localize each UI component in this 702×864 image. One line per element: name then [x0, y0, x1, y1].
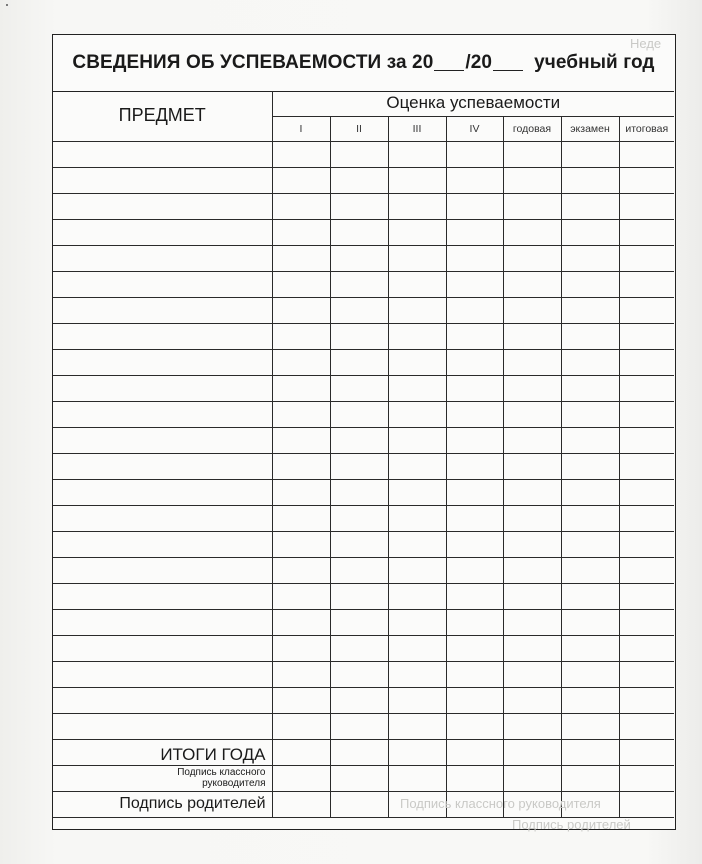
- grade-cell[interactable]: [330, 375, 388, 401]
- grade-cell[interactable]: [619, 245, 674, 271]
- signature-cell[interactable]: [272, 765, 330, 791]
- grade-cell[interactable]: [388, 219, 446, 245]
- grade-cell[interactable]: [388, 661, 446, 687]
- grade-cell[interactable]: [388, 453, 446, 479]
- subject-row: [53, 661, 674, 687]
- grade-cell[interactable]: [503, 505, 561, 531]
- grade-cell[interactable]: [446, 713, 503, 739]
- subject-row: [53, 349, 674, 375]
- grade-cell[interactable]: [503, 609, 561, 635]
- grade-cell[interactable]: [503, 739, 561, 765]
- year-start-blank[interactable]: [434, 56, 464, 71]
- subject-cell[interactable]: [53, 583, 272, 609]
- grade-cell[interactable]: [503, 531, 561, 557]
- grade-cell[interactable]: [272, 219, 330, 245]
- grade-cell[interactable]: [561, 375, 619, 401]
- grade-cell[interactable]: [619, 427, 674, 453]
- bleed-through-text: Подпись классного руководителя: [400, 796, 601, 811]
- signature-cell[interactable]: [503, 765, 561, 791]
- grade-cell[interactable]: [561, 271, 619, 297]
- grade-cell[interactable]: [446, 635, 503, 661]
- subject-cell[interactable]: [53, 687, 272, 713]
- grade-cell[interactable]: [330, 583, 388, 609]
- signature-cell[interactable]: [330, 791, 388, 817]
- grade-cell[interactable]: [446, 427, 503, 453]
- grade-cell[interactable]: [446, 505, 503, 531]
- subject-cell[interactable]: [53, 453, 272, 479]
- grades-body: [53, 141, 674, 739]
- bleed-through-text: Неде: [630, 36, 662, 51]
- subject-row: [53, 219, 674, 245]
- signature-cell[interactable]: [446, 765, 503, 791]
- grade-cell[interactable]: [619, 349, 674, 375]
- grade-cell[interactable]: [330, 609, 388, 635]
- column-header: годовая: [503, 116, 561, 141]
- grade-cell[interactable]: [272, 739, 330, 765]
- grade-cell[interactable]: [446, 167, 503, 193]
- grade-cell[interactable]: [446, 531, 503, 557]
- grade-cell[interactable]: [388, 479, 446, 505]
- grade-cell[interactable]: [561, 323, 619, 349]
- grade-cell[interactable]: [619, 635, 674, 661]
- grade-cell[interactable]: [446, 349, 503, 375]
- subject-cell[interactable]: [53, 635, 272, 661]
- grade-cell[interactable]: [330, 635, 388, 661]
- column-header: итоговая: [619, 116, 674, 141]
- grade-cell[interactable]: [503, 193, 561, 219]
- column-header: экзамен: [561, 116, 619, 141]
- grade-cell[interactable]: [619, 401, 674, 427]
- subject-header: ПРЕДМЕТ: [53, 91, 272, 141]
- title-suffix: учебный год: [534, 52, 655, 73]
- subject-cell[interactable]: [53, 557, 272, 583]
- subject-row: [53, 401, 674, 427]
- grade-cell[interactable]: [272, 661, 330, 687]
- grade-cell[interactable]: [503, 635, 561, 661]
- grade-cell[interactable]: [561, 505, 619, 531]
- grade-cell[interactable]: [330, 141, 388, 167]
- grade-cell[interactable]: [330, 193, 388, 219]
- grade-cell[interactable]: [446, 219, 503, 245]
- subject-cell[interactable]: [53, 401, 272, 427]
- grades-table: [53, 91, 674, 818]
- grade-cell[interactable]: [330, 479, 388, 505]
- signature-cell[interactable]: [330, 765, 388, 791]
- subject-cell[interactable]: [53, 323, 272, 349]
- grade-cell[interactable]: [446, 375, 503, 401]
- grade-cell[interactable]: [561, 219, 619, 245]
- subject-cell[interactable]: [53, 479, 272, 505]
- subject-row: [53, 323, 674, 349]
- subject-cell[interactable]: [53, 219, 272, 245]
- grade-cell[interactable]: [619, 713, 674, 739]
- grade-cell[interactable]: [330, 323, 388, 349]
- grade-cell[interactable]: [272, 531, 330, 557]
- grade-cell[interactable]: [446, 661, 503, 687]
- subject-row: [53, 193, 674, 219]
- subject-row: [53, 141, 674, 167]
- grade-cell[interactable]: [388, 609, 446, 635]
- grade-cell[interactable]: [561, 297, 619, 323]
- column-header: III: [388, 116, 446, 141]
- subject-cell[interactable]: [53, 505, 272, 531]
- grade-cell[interactable]: [388, 245, 446, 271]
- subject-cell[interactable]: [53, 531, 272, 557]
- subject-row: [53, 297, 674, 323]
- grade-cell[interactable]: [388, 687, 446, 713]
- parent-signature-label: Подпись родителей: [53, 791, 272, 817]
- grade-cell[interactable]: [330, 245, 388, 271]
- grade-cell[interactable]: [388, 401, 446, 427]
- grade-cell[interactable]: [503, 271, 561, 297]
- grade-cell[interactable]: [503, 557, 561, 583]
- grade-cell[interactable]: [330, 167, 388, 193]
- subject-row: [53, 375, 674, 401]
- grade-cell[interactable]: [503, 713, 561, 739]
- grade-cell[interactable]: [446, 609, 503, 635]
- grade-cell[interactable]: [330, 713, 388, 739]
- subject-row: [53, 167, 674, 193]
- grade-cell[interactable]: [446, 323, 503, 349]
- grade-cell[interactable]: [330, 427, 388, 453]
- grade-cell[interactable]: [503, 141, 561, 167]
- signature-cell[interactable]: [561, 765, 619, 791]
- paper-speck: [6, 4, 8, 6]
- grade-cell[interactable]: [619, 141, 674, 167]
- grade-cell[interactable]: [503, 453, 561, 479]
- grade-cell[interactable]: [561, 479, 619, 505]
- subject-row: [53, 271, 674, 297]
- grade-cell[interactable]: [561, 167, 619, 193]
- grade-cell[interactable]: [619, 609, 674, 635]
- grade-cell[interactable]: [446, 193, 503, 219]
- grade-cell[interactable]: [330, 531, 388, 557]
- grade-cell[interactable]: [388, 531, 446, 557]
- grade-cell[interactable]: [619, 167, 674, 193]
- grade-cell[interactable]: [503, 687, 561, 713]
- subject-row: [53, 245, 674, 271]
- year-end-blank[interactable]: [493, 56, 523, 71]
- grade-cell[interactable]: [330, 453, 388, 479]
- grade-cell[interactable]: [619, 739, 674, 765]
- grade-cell[interactable]: [561, 193, 619, 219]
- grade-cell[interactable]: [388, 271, 446, 297]
- grade-cell[interactable]: [388, 141, 446, 167]
- grade-cell[interactable]: [619, 453, 674, 479]
- grade-cell[interactable]: [272, 323, 330, 349]
- subject-cell[interactable]: [53, 713, 272, 739]
- grade-cell[interactable]: [272, 245, 330, 271]
- teacher-signature-label: [53, 765, 272, 791]
- grade-cell[interactable]: [503, 479, 561, 505]
- grade-cell[interactable]: [446, 245, 503, 271]
- grade-cell[interactable]: [619, 479, 674, 505]
- grade-cell[interactable]: [561, 713, 619, 739]
- grade-cell[interactable]: [503, 323, 561, 349]
- grade-cell[interactable]: [561, 453, 619, 479]
- grade-cell[interactable]: [503, 661, 561, 687]
- grade-cell[interactable]: [388, 739, 446, 765]
- subject-cell[interactable]: [53, 193, 272, 219]
- grade-cell[interactable]: [272, 401, 330, 427]
- grade-cell[interactable]: [272, 427, 330, 453]
- subject-row: [53, 427, 674, 453]
- form-title: [53, 35, 674, 92]
- grade-cell[interactable]: [272, 635, 330, 661]
- grade-cell[interactable]: [503, 375, 561, 401]
- grade-cell[interactable]: [330, 349, 388, 375]
- grade-cell[interactable]: [619, 557, 674, 583]
- title-prefix: СВЕДЕНИЯ ОБ УСПЕВАЕМОСТИ за 20: [72, 52, 434, 73]
- grade-cell[interactable]: [503, 297, 561, 323]
- grade-cell[interactable]: [272, 687, 330, 713]
- grade-cell[interactable]: [446, 141, 503, 167]
- subject-cell[interactable]: [53, 245, 272, 271]
- grade-cell[interactable]: [561, 531, 619, 557]
- grade-cell[interactable]: [388, 505, 446, 531]
- grade-cell[interactable]: [561, 687, 619, 713]
- grade-cell[interactable]: [272, 349, 330, 375]
- grade-cell[interactable]: [619, 375, 674, 401]
- signature-cell[interactable]: [619, 765, 674, 791]
- grade-cell[interactable]: [330, 557, 388, 583]
- grade-cell[interactable]: [272, 453, 330, 479]
- subject-cell[interactable]: [53, 661, 272, 687]
- grade-cell[interactable]: [388, 635, 446, 661]
- teacher-signature-row: [53, 765, 674, 791]
- subject-row: [53, 583, 674, 609]
- grade-cell[interactable]: [619, 687, 674, 713]
- grade-cell[interactable]: [561, 583, 619, 609]
- grade-cell[interactable]: [503, 401, 561, 427]
- grade-cell[interactable]: [272, 193, 330, 219]
- grade-cell[interactable]: [619, 583, 674, 609]
- grade-cell[interactable]: [388, 167, 446, 193]
- grade-cell[interactable]: [272, 505, 330, 531]
- grade-cell[interactable]: [503, 245, 561, 271]
- subject-cell[interactable]: [53, 427, 272, 453]
- grade-cell[interactable]: [619, 323, 674, 349]
- grade-cell[interactable]: [446, 479, 503, 505]
- signature-cell[interactable]: [619, 791, 674, 817]
- grade-cell[interactable]: [619, 219, 674, 245]
- grade-cell[interactable]: [503, 427, 561, 453]
- grade-cell[interactable]: [446, 297, 503, 323]
- grade-cell[interactable]: [561, 635, 619, 661]
- grade-cell[interactable]: [446, 271, 503, 297]
- grade-cell[interactable]: [272, 271, 330, 297]
- grade-cell[interactable]: [446, 687, 503, 713]
- grade-cell[interactable]: [446, 401, 503, 427]
- grade-cell[interactable]: [272, 583, 330, 609]
- grades-form: [52, 34, 676, 830]
- grade-cell[interactable]: [272, 297, 330, 323]
- grade-cell[interactable]: [272, 479, 330, 505]
- grade-cell[interactable]: [619, 193, 674, 219]
- grade-cell[interactable]: [272, 375, 330, 401]
- subject-row: [53, 687, 674, 713]
- grade-cell[interactable]: [388, 349, 446, 375]
- grade-cell[interactable]: [561, 141, 619, 167]
- grade-cell[interactable]: [272, 609, 330, 635]
- subject-cell[interactable]: [53, 297, 272, 323]
- grade-cell[interactable]: [388, 323, 446, 349]
- grade-cell[interactable]: [561, 661, 619, 687]
- grade-cell[interactable]: [272, 167, 330, 193]
- grade-cell[interactable]: [388, 375, 446, 401]
- grade-cell[interactable]: [388, 427, 446, 453]
- grade-cell[interactable]: [503, 167, 561, 193]
- subject-row: [53, 505, 674, 531]
- subject-row: [53, 609, 674, 635]
- grade-cell[interactable]: [330, 661, 388, 687]
- grade-cell[interactable]: [330, 739, 388, 765]
- grade-cell[interactable]: [388, 193, 446, 219]
- grade-cell[interactable]: [619, 531, 674, 557]
- subject-row: [53, 531, 674, 557]
- subject-cell[interactable]: [53, 141, 272, 167]
- column-header: IV: [446, 116, 503, 141]
- grade-cell[interactable]: [503, 583, 561, 609]
- grade-header: Оценка успеваемости: [272, 91, 674, 116]
- grade-cell[interactable]: [561, 401, 619, 427]
- grade-cell[interactable]: [272, 713, 330, 739]
- column-header: II: [330, 116, 388, 141]
- subject-cell[interactable]: [53, 609, 272, 635]
- grade-cell[interactable]: [446, 453, 503, 479]
- grade-cell[interactable]: [446, 557, 503, 583]
- subject-cell[interactable]: [53, 271, 272, 297]
- grade-cell[interactable]: [330, 297, 388, 323]
- subject-cell[interactable]: [53, 167, 272, 193]
- grade-cell[interactable]: [272, 141, 330, 167]
- subject-row: [53, 453, 674, 479]
- grade-cell[interactable]: [561, 349, 619, 375]
- grade-cell[interactable]: [561, 609, 619, 635]
- year-results-row: [53, 739, 674, 765]
- grade-cell[interactable]: [388, 713, 446, 739]
- grade-cell[interactable]: [561, 557, 619, 583]
- grade-cell[interactable]: [619, 297, 674, 323]
- subject-cell[interactable]: [53, 349, 272, 375]
- grade-cell[interactable]: [561, 739, 619, 765]
- grade-cell[interactable]: [272, 557, 330, 583]
- grade-cell[interactable]: [561, 427, 619, 453]
- grade-cell[interactable]: [330, 687, 388, 713]
- subject-row: [53, 557, 674, 583]
- year-results-label: ИТОГИ ГОДА: [53, 739, 272, 765]
- grade-cell[interactable]: [446, 739, 503, 765]
- grade-cell[interactable]: [619, 505, 674, 531]
- teacher-signature-text: Подпись классного руководителя: [177, 767, 266, 789]
- grade-cell[interactable]: [619, 661, 674, 687]
- subject-row: [53, 479, 674, 505]
- bleed-through-text: Подпись родителей: [512, 817, 631, 832]
- grade-cell[interactable]: [388, 583, 446, 609]
- subject-cell[interactable]: [53, 375, 272, 401]
- grade-cell[interactable]: [503, 219, 561, 245]
- subject-row: [53, 635, 674, 661]
- grade-cell[interactable]: [330, 219, 388, 245]
- grade-cell[interactable]: [561, 245, 619, 271]
- grade-cell[interactable]: [619, 271, 674, 297]
- grade-cell[interactable]: [330, 505, 388, 531]
- signature-cell[interactable]: [388, 765, 446, 791]
- title-middle: /20: [465, 52, 493, 73]
- grade-cell[interactable]: [388, 297, 446, 323]
- grade-cell[interactable]: [446, 583, 503, 609]
- subject-row: [53, 713, 674, 739]
- grade-cell[interactable]: [503, 349, 561, 375]
- grade-cell[interactable]: [388, 557, 446, 583]
- grade-cell[interactable]: [330, 401, 388, 427]
- column-header: I: [272, 116, 330, 141]
- grade-cell[interactable]: [330, 271, 388, 297]
- signature-cell[interactable]: [272, 791, 330, 817]
